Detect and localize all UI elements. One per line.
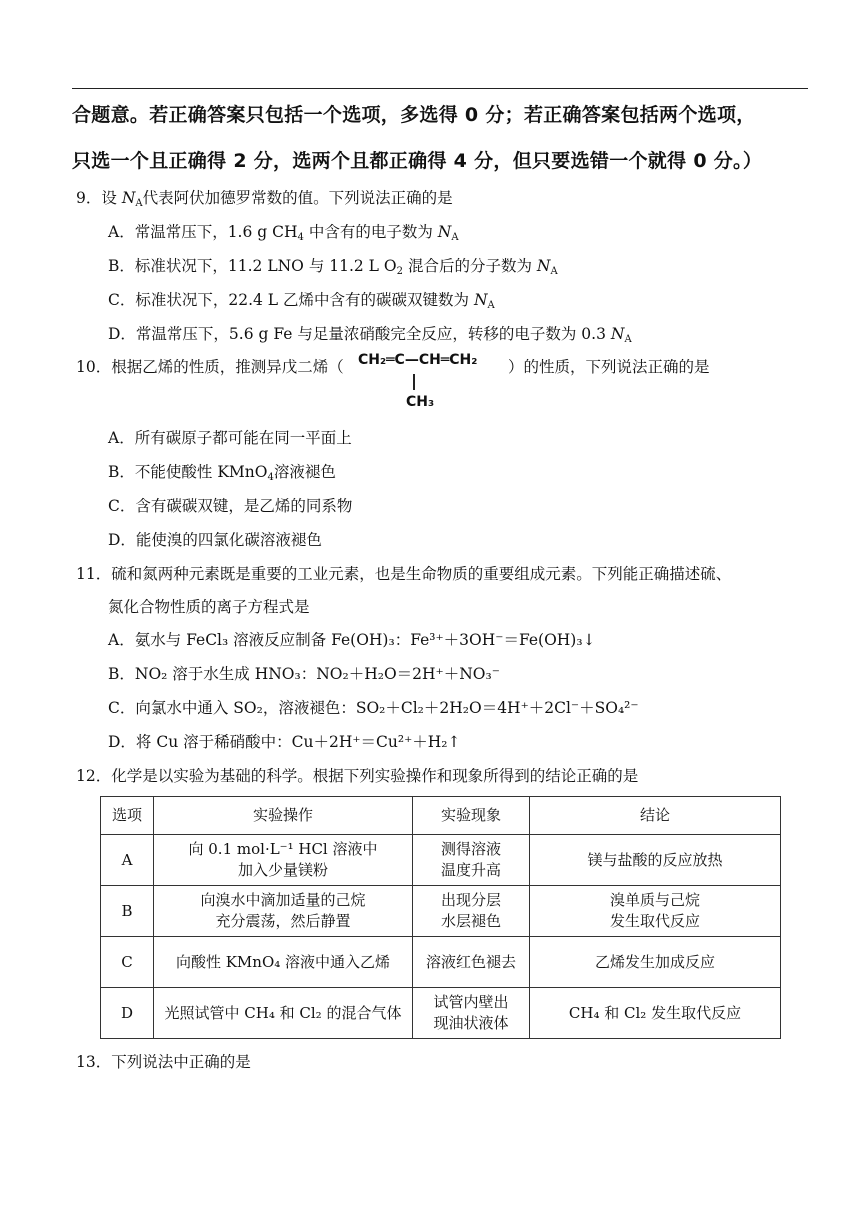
header-conclusion: 结论 [530, 797, 781, 835]
question-10-stem-a: 10．根据乙烯的性质，推测异戊二烯（ [76, 358, 344, 376]
question-12-stem: 12．化学是以实验为基础的科学。根据下列实验操作和现象所得到的结论正确的是 [76, 767, 639, 785]
instructions-line-1: 合题意。若正确答案只包括一个选项，多选得 0 分；若正确答案包括两个选项， [72, 104, 756, 126]
question-11-option-b: B．NO₂ 溶于水生成 HNO₃：NO₂＋H₂O＝2H⁺＋NO₃⁻ [108, 665, 500, 683]
cell-conclusion: 镁与盐酸的反应放热 [530, 835, 781, 886]
table-row [101, 835, 781, 886]
cell-phenomenon: 测得溶液 温度升高 [413, 835, 530, 886]
question-10-option-b: B．不能使酸性 KMnO$_4$溶液褪色 [108, 463, 336, 483]
cell-operation: 向溴水中滴加适量的己烷 充分震荡，然后静置 [154, 886, 413, 937]
question-10-option-d: D．能使溴的四氯化碳溶液褪色 [108, 531, 322, 549]
question-11-option-a: A．氨水与 FeCl₃ 溶液反应制备 Fe(OH)₃：Fe³⁺＋3OH⁻＝Fe(OH)₃↓ [108, 631, 596, 649]
question-11-option-c: C．向氯水中通入 SO₂，溶液褪色：SO₂＋Cl₂＋2H₂O＝4H⁺＋2Cl⁻＋SO₄²⁻ [108, 699, 639, 717]
question-9-option-a: A．常温常压下，1.6 g $CH_4$ 中含有的电子数为 $N_A$ [108, 223, 459, 243]
header-operation: 实验操作 [154, 797, 413, 835]
question-9-option-c: C．标准状况下，22.4 L 乙烯中含有的碳碳双键数为 $N_A$ [108, 291, 495, 311]
question-13-stem: 13．下列说法中正确的是 [76, 1053, 251, 1071]
instructions-line-2: 只选一个且正确得 2 分，选两个且都正确得 4 分，但只要选错一个就得 0 分。） [72, 150, 763, 172]
cell-option: C [101, 937, 154, 988]
question-9-option-b: B．标准状况下，11.2 LNO 与 11.2 L $O_2$ 混合后的分子数为 $N_A$ [108, 257, 558, 277]
cell-conclusion: 乙烯发生加成反应 [530, 937, 781, 988]
table-header-row [101, 797, 781, 835]
cell-phenomenon: 溶液红色褪去 [413, 937, 530, 988]
cell-conclusion: 溴单质与己烷 发生取代反应 [530, 886, 781, 937]
branch-bond [413, 374, 415, 390]
question-9-stem: 9．设 $N_A$代表阿伏加德罗常数的值。下列说法正确的是 [76, 189, 453, 209]
question-10-option-c: C．含有碳碳双键，是乙烯的同系物 [108, 497, 353, 515]
cell-option: A [101, 835, 154, 886]
cell-operation: 光照试管中 CH₄ 和 Cl₂ 的混合气体 [154, 988, 413, 1039]
experiment-table [100, 796, 781, 1039]
question-9-option-d: D．常温常压下，5.6 g Fe 与足量浓硝酸完全反应，转移的电子数为 0.3 $N_A$ [108, 325, 632, 345]
isoprene-main-chain: CH₂═C—CH═CH₂ [358, 352, 478, 368]
table-row [101, 937, 781, 988]
question-11-option-d: D．将 Cu 溶于稀硝酸中：Cu＋2H⁺＝Cu²⁺＋H₂↑ [108, 733, 461, 751]
question-11-stem-1: 11．硫和氮两种元素既是重要的工业元素，也是生命物质的重要组成元素。下列能正确描述硫、 [76, 565, 732, 583]
cell-phenomenon: 试管内壁出 现油状液体 [413, 988, 530, 1039]
question-10-stem-b: ）的性质，下列说法正确的是 [508, 358, 710, 376]
table-row [101, 988, 781, 1039]
cell-option: D [101, 988, 154, 1039]
question-10-option-a: A．所有碳原子都可能在同一平面上 [108, 429, 352, 447]
cell-option: B [101, 886, 154, 937]
cell-operation: 向 0.1 mol·L⁻¹ HCl 溶液中 加入少量镁粉 [154, 835, 413, 886]
top-rule [72, 88, 808, 89]
table-row [101, 886, 781, 937]
header-option: 选项 [101, 797, 154, 835]
isoprene-branch: CH₃ [406, 394, 435, 410]
cell-phenomenon: 出现分层 水层褪色 [413, 886, 530, 937]
header-phenomenon: 实验现象 [413, 797, 530, 835]
cell-conclusion: CH₄ 和 Cl₂ 发生取代反应 [530, 988, 781, 1039]
cell-operation: 向酸性 KMnO₄ 溶液中通入乙烯 [154, 937, 413, 988]
isoprene-structure [358, 352, 478, 410]
question-11-stem-2: 氮化合物性质的离子方程式是 [108, 598, 310, 616]
